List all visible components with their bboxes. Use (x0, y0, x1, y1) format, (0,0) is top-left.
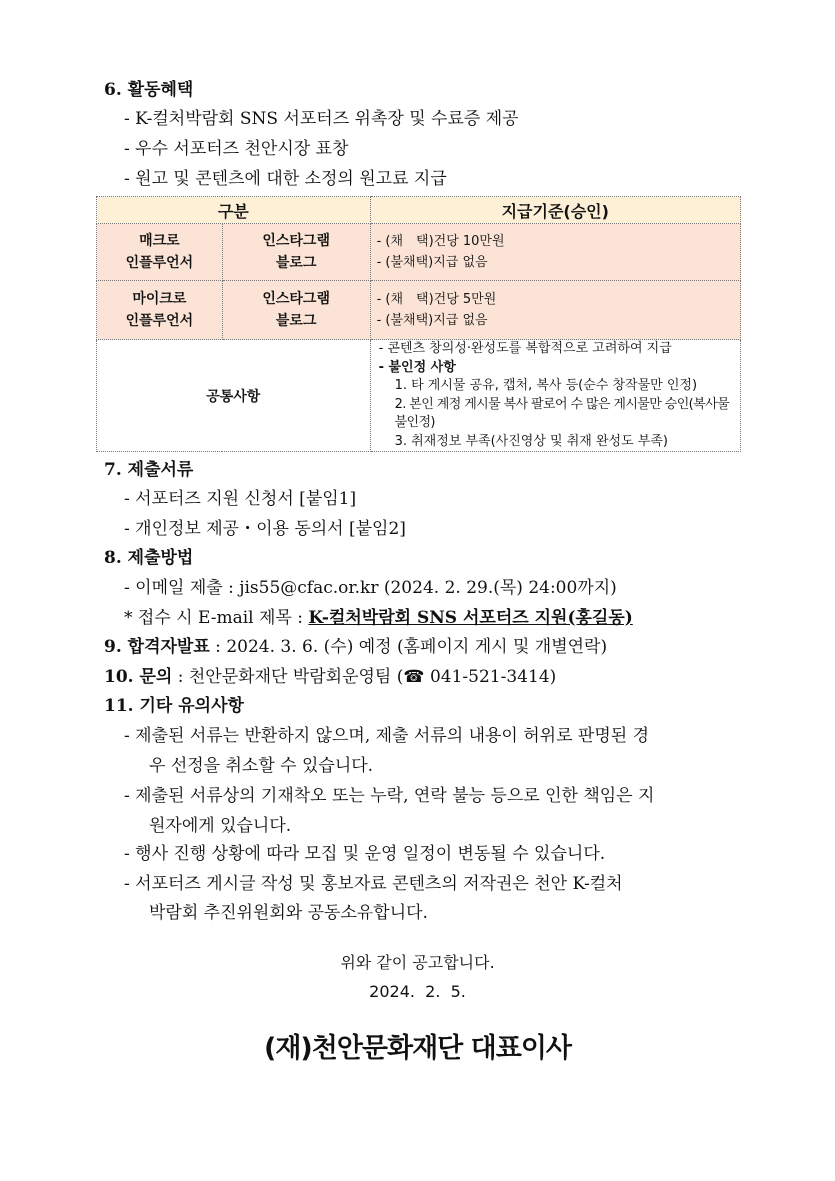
table-row (97, 281, 741, 340)
criteria-line: - (채 택)건당 5만원 (376, 292, 497, 307)
criteria-line: - (채 택)건당 10만원 (376, 234, 505, 249)
closing-statement: 위와 같이 공고합니다. (340, 953, 495, 972)
influencer-type-line: 인플루언서 (125, 313, 194, 329)
common-item-line: 2. 본인 계정 게시물 복사 팔로어 수 많은 게시물만 승인(복사물 불인정) (394, 396, 730, 430)
header-category: 구분 (97, 197, 371, 224)
notice-line: - 제출된 서류상의 기재착오 또는 누락, 연락 불능 등으로 인한 책임은 지 (124, 786, 655, 806)
closing-date: 2024. 2. 5. (369, 982, 466, 1001)
benefit-item-3: - 원고 및 콘텐츠에 대한 소정의 원고료 지급 (124, 169, 447, 189)
influencer-type-line: 매크로 (139, 233, 180, 249)
common-items-label: 공통사항 (97, 340, 371, 452)
issuer-name: (재)천안문화재단 대표이사 (264, 1033, 571, 1064)
email-subject-value: K-컬처박람회 SNS 서포터즈 지원(홍길동) (308, 608, 633, 628)
email-subject-line (124, 607, 633, 629)
section-9-label: 9. 합격자발표 (104, 637, 210, 657)
common-item-line: 1. 타 게시물 공유, 캡처, 복사 등(순수 창작물만 인정) (394, 378, 698, 393)
section-9-text: : 2024. 3. 6. (수) 예정 (홈페이지 게시 및 개별연락) (209, 637, 608, 657)
section-11-heading: 11. 기타 유의사항 (104, 696, 244, 716)
email-subject-prefix: * 접수 시 E-mail 제목 : (124, 608, 309, 628)
common-item-line: 3. 취재정보 부족(사진영상 및 취재 완성도 부족) (394, 433, 668, 449)
benefit-item-1: - K-컬처박람회 SNS 서포터즈 위촉장 및 수료증 제공 (124, 109, 519, 129)
table-row (97, 224, 741, 281)
section-6-heading: 6. 활동혜택 (104, 80, 194, 100)
channel-line: 블로그 (275, 313, 317, 329)
section-7-heading: 7. 제출서류 (104, 460, 194, 480)
channel-line: 블로그 (275, 255, 317, 271)
notice-line: - 행사 진행 상황에 따라 모집 및 운영 일정이 변동될 수 있습니다. (124, 844, 606, 864)
common-item-line: - 불인정 사항 (378, 359, 456, 375)
criteria-line: - (불채택)지급 없음 (376, 313, 488, 328)
document-item-1: - 서포터즈 지원 신청서 [붙임1] (124, 489, 357, 509)
notice-line: - 제출된 서류는 반환하지 않으며, 제출 서류의 내용이 허위로 판명된 경 (124, 726, 650, 746)
notice-line: - 서포터즈 게시글 작성 및 홍보자료 콘텐츠의 저작권은 천안 K-컬처 (124, 874, 623, 894)
criteria-cell (370, 224, 740, 281)
table-header-row (97, 197, 741, 224)
influencer-type-line: 마이크로 (132, 291, 187, 307)
criteria-line: - (불채택)지급 없음 (376, 255, 488, 270)
section-9-line (104, 636, 607, 658)
criteria-cell (370, 281, 740, 340)
section-10-text: : 천안문화재단 박람회운영팀 ( (172, 667, 404, 687)
benefit-item-2: - 우수 서포터즈 천안시장 표창 (124, 139, 349, 159)
common-item-line: - 콘텐츠 창의성·완성도를 복합적으로 고려하여 지급 (378, 341, 672, 356)
phone-icon: ☎ (403, 667, 425, 687)
notice-line: 박람회 추진위원회와 공동소유합니다. (149, 903, 428, 923)
influencer-type-cell (97, 224, 223, 281)
common-items-row (97, 340, 741, 452)
notice-line: 우 선정을 취소할 수 있습니다. (149, 756, 374, 776)
section-10-line (104, 666, 556, 688)
common-items-cell (370, 340, 740, 452)
section-10-label: 10. 문의 (104, 667, 173, 687)
channel-cell (222, 281, 370, 340)
influencer-type-cell (97, 281, 223, 340)
channel-line: 인스타그램 (262, 233, 330, 249)
influencer-type-line: 인플루언서 (125, 255, 194, 271)
notice-line: 원자에게 있습니다. (149, 816, 292, 836)
email-submission-line: - 이메일 제출 : jis55@cfac.or.kr (2024. 2. 29.(목) 24:00까지) (124, 578, 617, 598)
channel-cell (222, 224, 370, 281)
section-8-heading: 8. 제출방법 (104, 548, 194, 568)
channel-line: 인스타그램 (262, 291, 330, 307)
section-10-phone: 041-521-3414) (424, 667, 557, 687)
payment-criteria-table (96, 196, 741, 452)
header-criteria: 지급기준(승인) (370, 197, 740, 224)
document-item-2: - 개인정보 제공・이용 동의서 [붙임2] (124, 519, 406, 539)
